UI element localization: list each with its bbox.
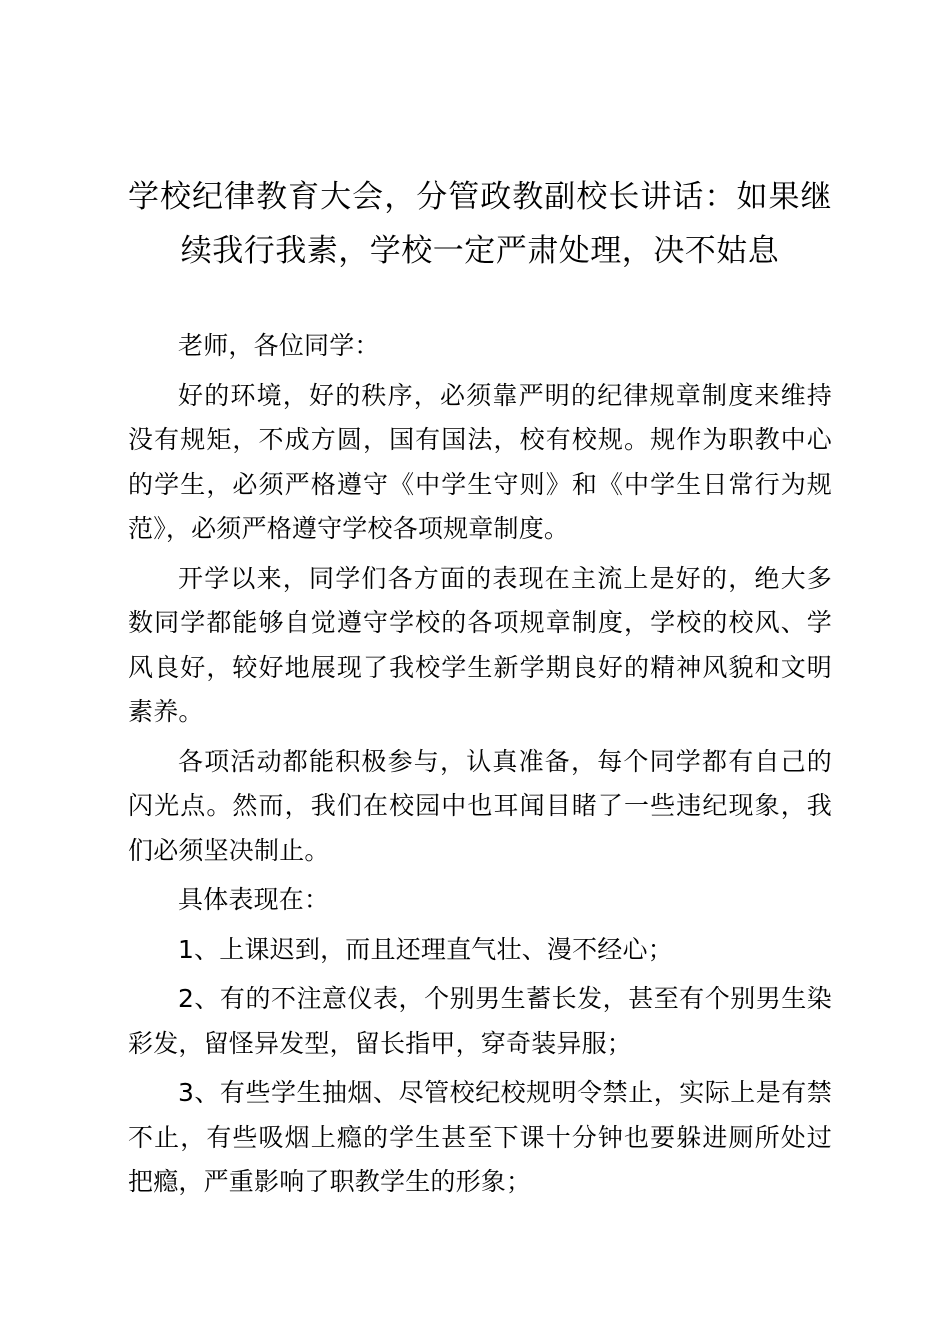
document-title: 学校纪律教育大会，分管政教副校长讲话：如果继续我行我素，学校一定严肃处理，决不姑息 <box>128 179 832 269</box>
list-item: 3、有些学生抽烟、尽管校纪校规明令禁止，实际上是有禁不止，有些吸烟上瘾的学生甚至下课十分钟也要躲进厕所处过把瘾，严重影响了职教学生的形象； <box>128 1078 832 1196</box>
document-body <box>128 324 832 1210</box>
list-item: 1、上课迟到，而且还理直气壮、漫不经心； <box>178 934 673 964</box>
paragraph-greeting: 老师，各位同学： <box>178 331 380 360</box>
paragraph: 各项活动都能积极参与，认真准备，每个同学都有自己的闪光点。然而，我们在校园中也耳闻目睹了一些违纪现象，我们必须坚决制止。 <box>128 746 832 865</box>
list-item: 2、有的不注意仪表，个别男生蓄长发，甚至有个别男生染彩发，留怪异发型，留长指甲，穿奇装异服； <box>128 984 832 1058</box>
paragraph: 具体表现在： <box>178 885 330 914</box>
paragraph: 好的环境，好的秩序，必须靠严明的纪律规章制度来维持没有规矩，不成方圆，国有国法，校有校规。规作为职教中心的学生，必须严格遵守《中学生守则》和《中学生日常行为规范》，必须严格遵守学校各项规章制度。 <box>128 380 832 543</box>
paragraph: 开学以来，同学们各方面的表现在主流上是好的，绝大多数同学都能够自觉遵守学校的各项规章制度，学校的校风、学风良好，较好地展现了我校学生新学期良好的精神风貌和文明素养。 <box>128 563 832 726</box>
